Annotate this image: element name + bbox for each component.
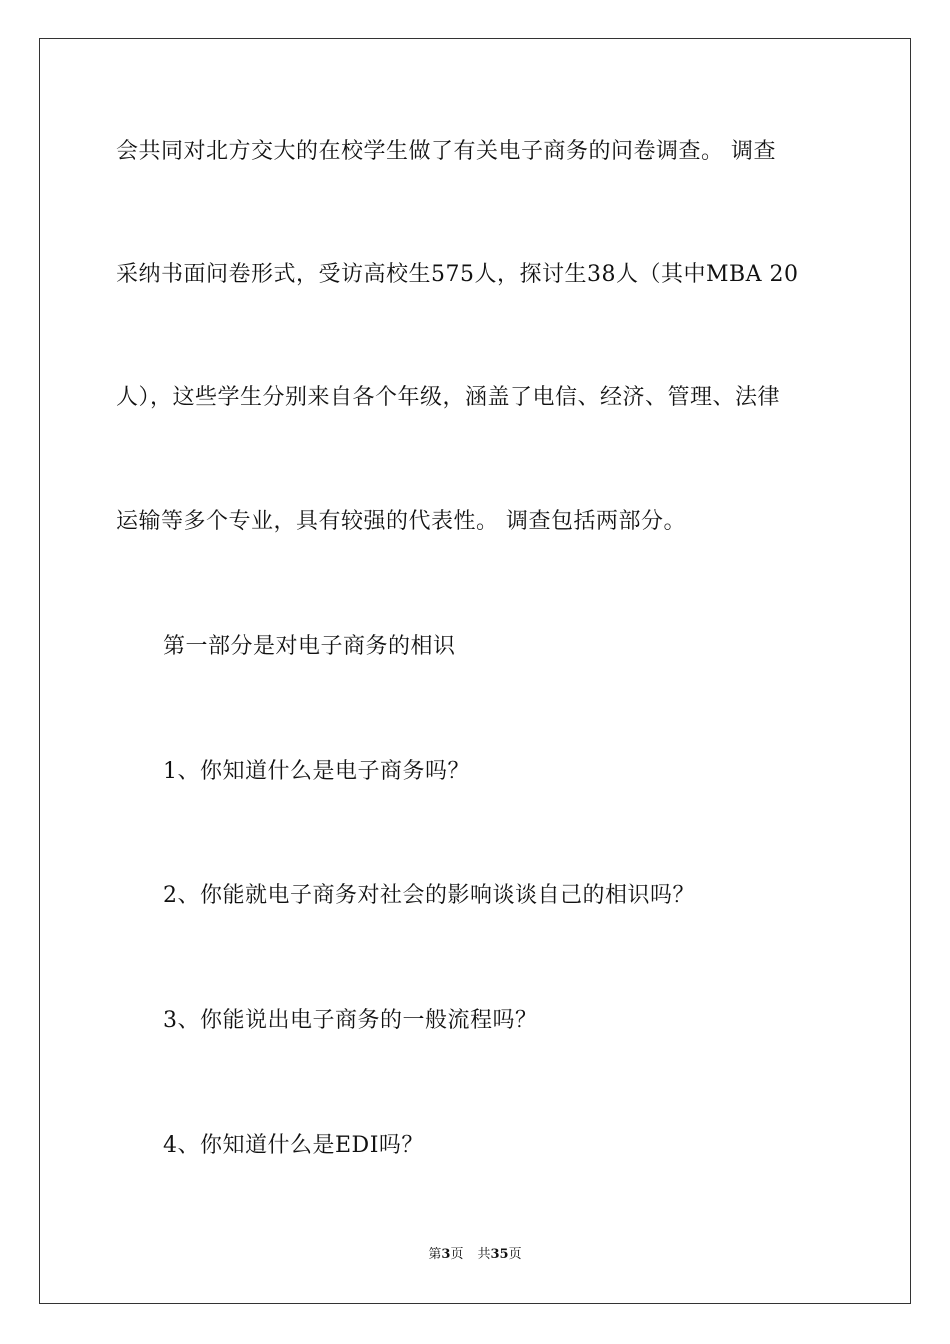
question-1: 1、你知道什么是电子商务吗？ bbox=[163, 759, 470, 784]
paragraph-line-2: 采纳书面问卷形式，受访高校生575人，探讨生38人（其中MBA 20 bbox=[116, 262, 799, 287]
total-pages: 35 bbox=[490, 1247, 509, 1262]
question-4: 4、你知道什么是EDI吗？ bbox=[163, 1133, 424, 1158]
question-3: 3、你能说出电子商务的一般流程吗？ bbox=[163, 1008, 538, 1033]
paragraph-line-4: 运输等多个专业，具有较强的代表性。 调查包括两部分。 bbox=[116, 509, 686, 534]
page-number: 3 bbox=[441, 1247, 451, 1262]
page-prefix: 第 bbox=[428, 1247, 442, 1262]
question-2: 2、你能就电子商务对社会的影响谈谈自己的相识吗？ bbox=[163, 883, 695, 908]
section-heading: 第一部分是对电子商务的相识 bbox=[163, 634, 456, 659]
paragraph-line-1: 会共同对北方交大的在校学生做了有关电子商务的问卷调查。 调查 bbox=[116, 139, 776, 164]
total-suffix: 页 bbox=[508, 1247, 522, 1262]
page-footer bbox=[0, 1246, 950, 1264]
paragraph-line-3: 人），这些学生分别来自各个年级，涵盖了电信、经济、管理、法律 bbox=[116, 385, 781, 410]
total-prefix: 共 bbox=[477, 1247, 491, 1262]
page-border bbox=[39, 38, 911, 1304]
page-suffix: 页 bbox=[450, 1247, 464, 1262]
